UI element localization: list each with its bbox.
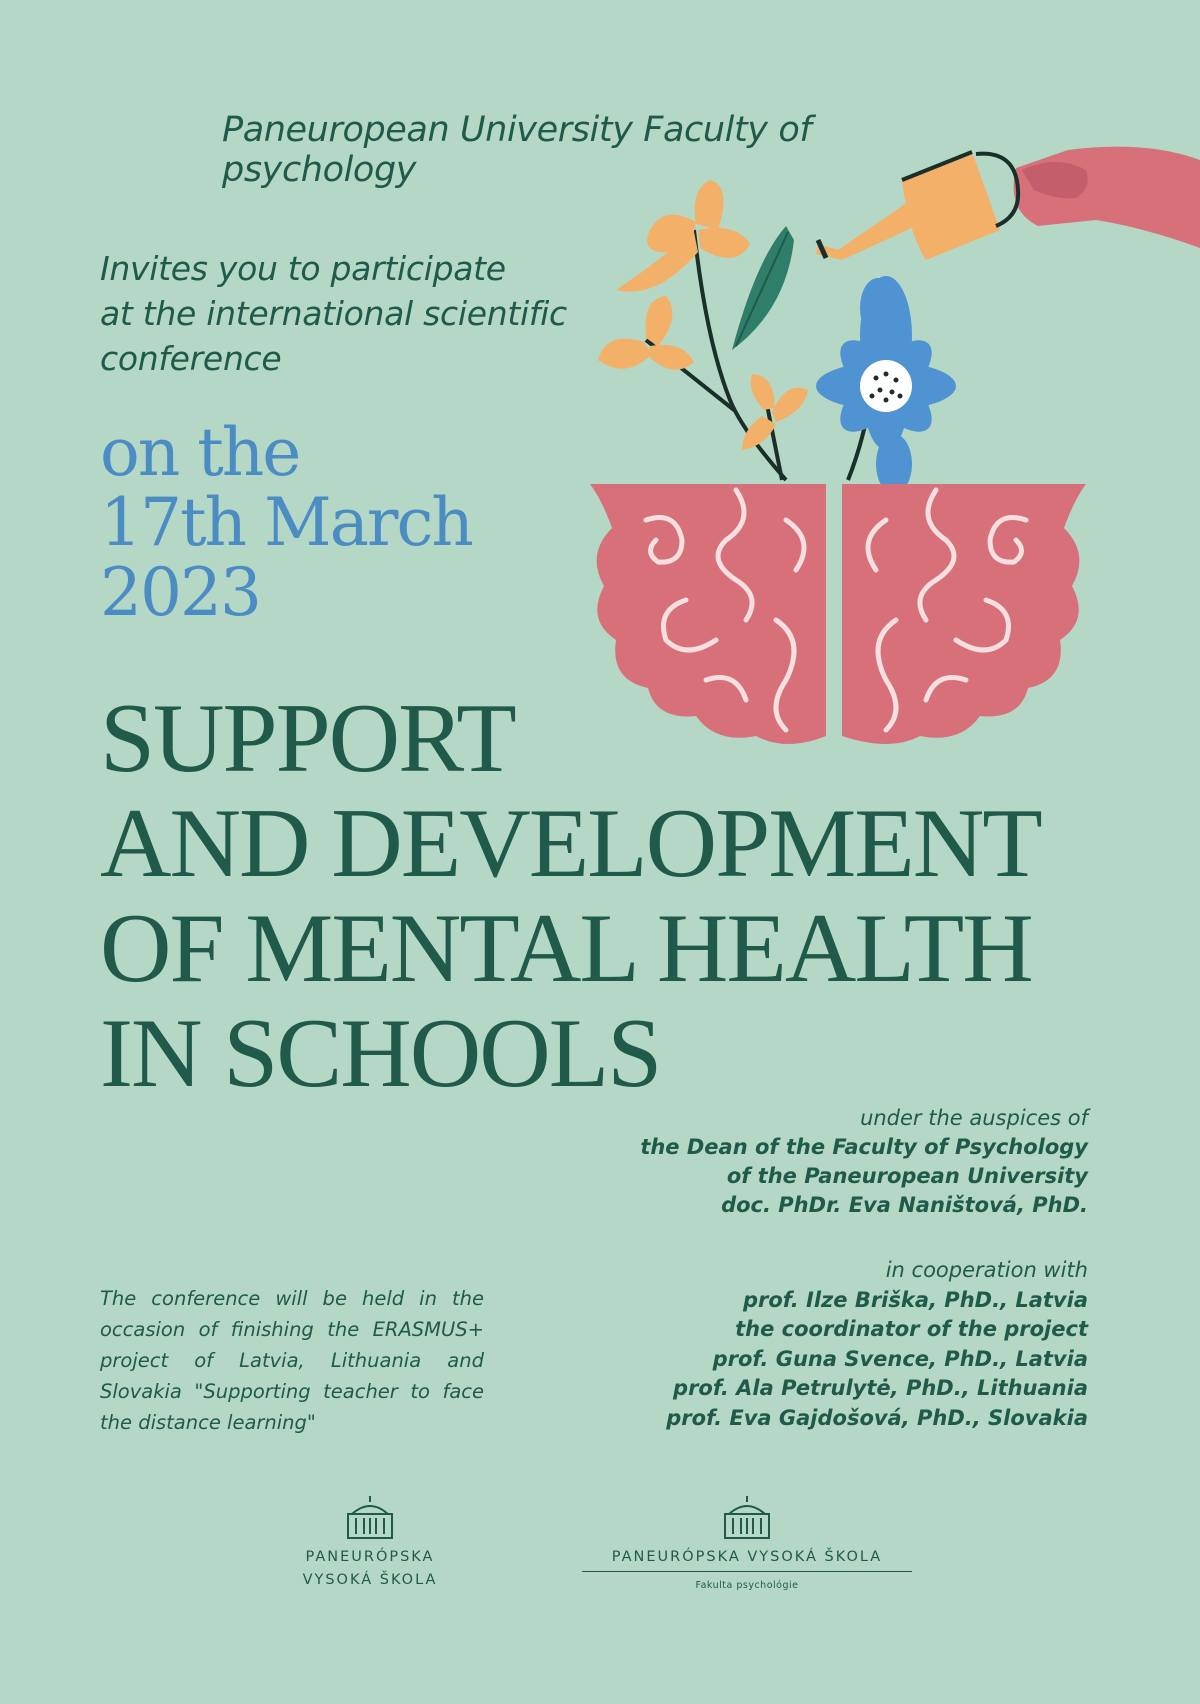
cooperation-intro: in cooperation with (885, 1258, 1088, 1282)
brain-icon (590, 484, 1086, 744)
logo-subtitle: Fakulta psychológie (695, 1580, 799, 1591)
title-line: IN SCHOOLS (100, 999, 661, 1108)
brain-flowers-illustration (586, 140, 1200, 760)
auspices-block (540, 1104, 1088, 1220)
cooperation-line: prof. Eva Gajdošová, PhD., Slovakia (666, 1405, 1088, 1430)
title-line: AND DEVELOPMENT (100, 789, 1041, 898)
watering-can-icon (816, 152, 1018, 260)
conference-note: The conference will be held in the occasion of finishing the ERASMUS+ project of Latvia, Lithuania and Slovakia "Supporting teacher to face the distance learning" (100, 1287, 484, 1434)
invitation-line: Invites you to participate (100, 249, 506, 288)
title-line: SUPPORT (100, 684, 515, 793)
auspices-line: doc. PhDr. Eva Naništová, PhD. (721, 1193, 1088, 1217)
faculty-logo (582, 1494, 912, 1591)
title-line: OF MENTAL HEALTH (100, 894, 1032, 1003)
logo-line: VYSOKÁ ŠKOLA (302, 1572, 438, 1588)
invitation-line: conference (100, 339, 282, 378)
invitation-text (100, 246, 660, 381)
blue-flower-icon (816, 276, 956, 494)
faculty-heading: Paneuropean University Faculty of psychology (222, 110, 812, 190)
auspices-line: the Dean of the Faculty of Psychology (640, 1135, 1088, 1159)
cooperation-line: the coordinator of the project (735, 1317, 1088, 1341)
orange-flower-icon (616, 180, 750, 292)
building-icon (342, 1494, 398, 1542)
date-line: 2023 (100, 554, 260, 631)
invitation-line: at the international scientific (100, 294, 567, 333)
building-icon (719, 1494, 775, 1542)
logo-name: PANEURÓPSKA VYSOKÁ ŠKOLA (611, 1549, 883, 1565)
auspices-line: of the Paneuropean University (726, 1164, 1088, 1188)
logo-line: PANEURÓPSKA (305, 1549, 435, 1565)
date-line: on the (100, 414, 300, 491)
cooperation-line: prof. Guna Svence, PhD., Latvia (712, 1346, 1088, 1371)
cooperation-line: prof. Ala Petrulytė, PhD., Lithuania (673, 1376, 1088, 1400)
cooperation-block (540, 1256, 1088, 1433)
university-logo (280, 1494, 460, 1592)
auspices-intro: under the auspices of (860, 1106, 1088, 1130)
conference-date (100, 414, 560, 631)
cooperation-line: prof. Ilze Briška, PhD., Latvia (742, 1287, 1088, 1312)
hand-icon (1014, 147, 1200, 248)
logo-divider (582, 1571, 912, 1572)
date-line: 17th March (100, 484, 472, 561)
orange-flower-icon (598, 296, 694, 370)
